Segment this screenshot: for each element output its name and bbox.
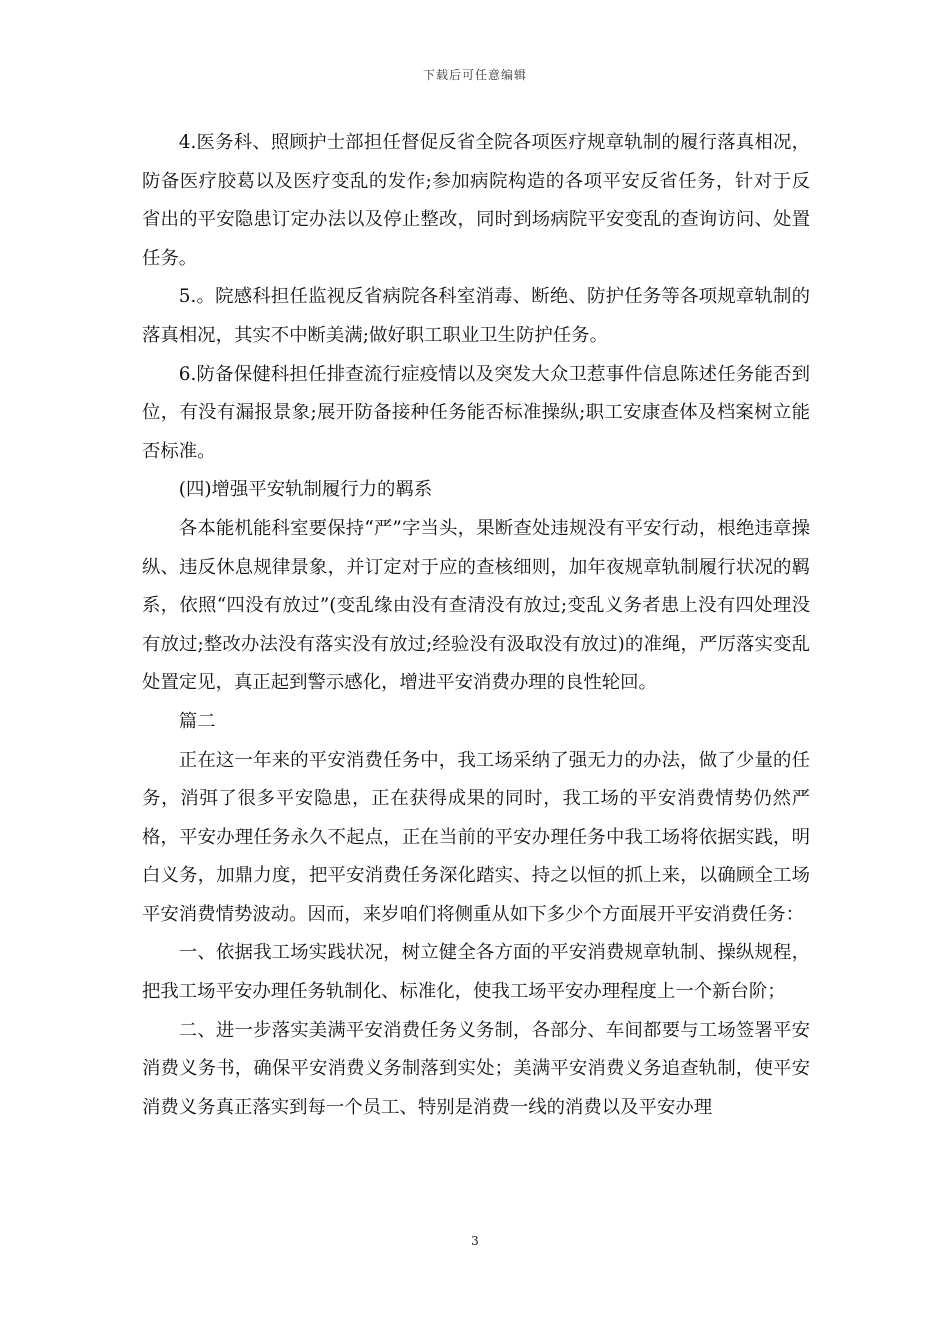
- section-heading-part-two: 篇二: [178, 710, 216, 732]
- paragraph-point-one: 一、依据我工场实践状况，树立健全各方面的平安消费规章轨制、操纵规程，把我工场平安办理任务轨制化、标准化，使我工场平安办理程度上一个新台阶；: [142, 942, 810, 1003]
- page-number: 3: [471, 1234, 479, 1248]
- section-heading-4: (四)增强平安轨制履行力的羁系: [178, 479, 433, 501]
- paragraph-supervision: 各本能机能科室要保持“严”字当头，果断查处违规没有平安行动，根绝违章操纵、违反休息规律景象，并订定对于应的查核细则，加年夜规章轨制履行状况的羁系，依照“四没有放过”(变乱缘由没有查清没有放过;变乱义务者患上没有四处理没有放过;整改办法没有落实没有放过;经验没有汲取没有放过)的准绳，严厉落实变乱处置定见，真正起到警示感化，增进平安消费办理的良性轮回。: [142, 517, 810, 694]
- paragraph-item-4: 4.医务科、照顾护士部担任督促反省全院各项医疗规章轨制的履行落真相况，防备医疗胶葛以及医疗变乱的发作;参加病院构造的各项平安反省任务，针对于反省出的平安隐患订定办法以及停止整改，同时到场病院平安变乱的查询访问、处置任务。: [142, 132, 810, 269]
- document-body: [142, 124, 810, 1127]
- paragraph-intro-part-two: 正在这一年来的平安消费任务中，我工场采纳了强无力的办法，做了少量的任务，消弭了很多平安隐患，正在获得成果的同时，我工场的平安消费情势仍然严格，平安办理任务永久不起点，正在当前的平安办理任务中我工场将依据实践，明白义务，加鼎力度，把平安消费任务深化踏实、持之以恒的抓上来，以确顾全工场平安消费情势波动。因而，来岁咱们将侧重从如下多少个方面展开平安消费任务：: [142, 749, 810, 925]
- page-header: 下载后可任意编辑: [422, 68, 527, 82]
- paragraph-item-6: 6.防备保健科担任排查流行症疫情以及突发大众卫惹事件信息陈述任务能否到位，有没有漏报景象;展开防备接种任务能否标准操纵;职工安康查体及档案树立能否标准。: [142, 363, 810, 462]
- paragraph-point-two: 二、进一步落实美满平安消费任务义务制，各部分、车间都要与工场签署平安消费义务书，确保平安消费义务制落到实处；美满平安消费义务追查轨制，使平安消费义务真正落实到每一个员工、特别是消费一线的消费以及平安办理: [142, 1019, 810, 1118]
- paragraph-item-5: 5.。院感科担任监视反省病院各科室消毒、断绝、防护任务等各项规章轨制的落真相况，其实不中断美满;做好职工职业卫生防护任务。: [142, 286, 810, 346]
